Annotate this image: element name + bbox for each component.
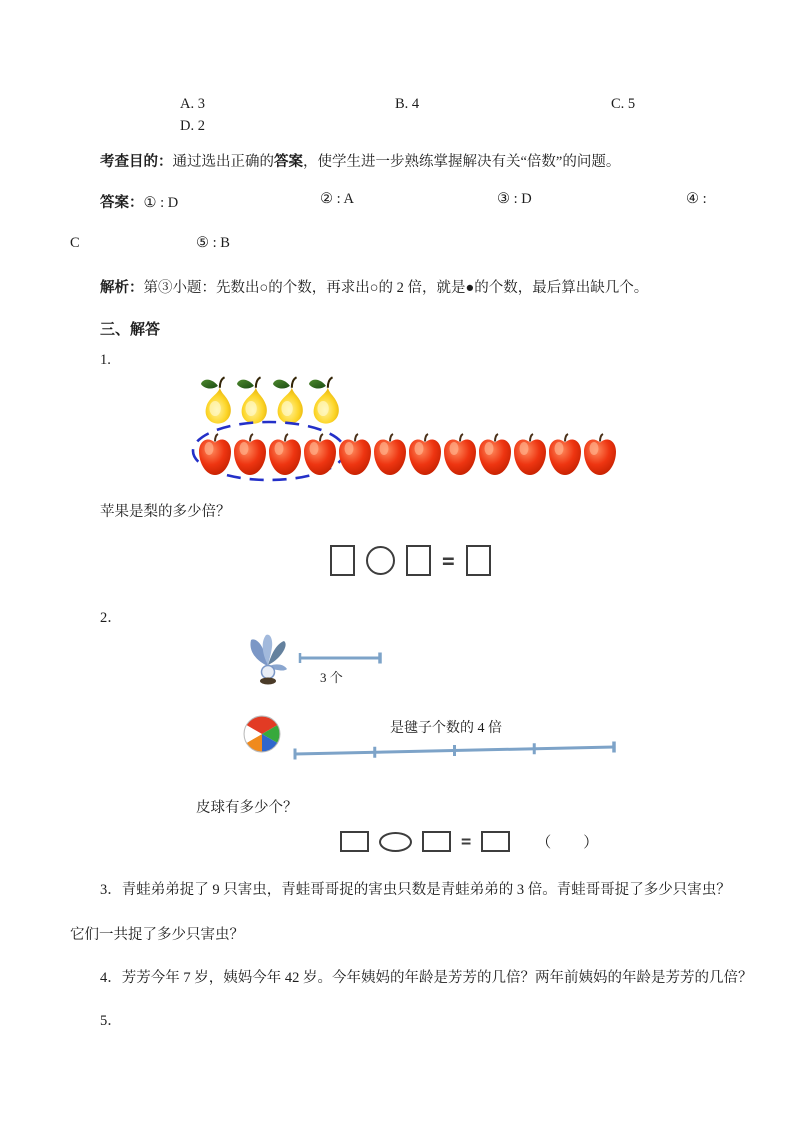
exam-purpose	[100, 150, 620, 171]
q1-equation-operator-circle	[366, 546, 395, 575]
analysis-line	[100, 276, 648, 297]
q1-equation-result-box	[466, 545, 491, 576]
q3-text-line2: 它们一共捉了多少只害虫？	[70, 927, 244, 943]
q2-equation-operator-ellipse	[379, 832, 412, 852]
q1-question: 苹果是梨的多少倍？	[100, 504, 231, 520]
apple-icon	[268, 432, 302, 477]
answers-label: 答案：	[100, 195, 144, 211]
q2-equation-box-1	[340, 831, 369, 852]
option-c: C. 5	[611, 96, 636, 112]
q1-equation-box-1	[330, 545, 355, 576]
purpose-text-1: 通过选出正确的	[172, 154, 274, 170]
q1-number: 1.	[100, 352, 111, 368]
answer-item-2: ② : A	[320, 191, 354, 207]
q2-equation	[340, 831, 598, 852]
q2-answer-paren-close: ）	[583, 835, 599, 851]
apple-icon	[233, 432, 267, 477]
q2-answer-paren-open: （	[536, 835, 552, 851]
q2-number: 2．	[100, 610, 122, 626]
option-a: A. 3	[180, 96, 205, 112]
answer-item-5: ⑤ : B	[196, 235, 230, 251]
ball-measure-line	[292, 740, 618, 760]
purpose-label: 考查目的：	[100, 154, 173, 170]
option-d: D. 2	[180, 118, 205, 134]
apple-icon	[198, 432, 232, 477]
purpose-bold-word: 答案	[274, 154, 303, 170]
q2-question: 皮球有多少个？	[196, 800, 298, 816]
analysis-text: 第③小题：先数出○的个数，再求出○的 2 倍，就是●的个数，最后算出缺几个。	[143, 280, 649, 296]
answer-item-1	[100, 191, 178, 212]
ball-icon	[243, 715, 281, 753]
apple-icon	[443, 432, 477, 477]
q2-equation-result-box	[481, 831, 510, 852]
answer-item-4: ④ :	[686, 191, 707, 207]
analysis-label: 解析：	[100, 280, 144, 296]
q5-number: 5．	[100, 1013, 122, 1029]
apple-icon	[478, 432, 512, 477]
answer-4-wrapped-value: C	[70, 235, 80, 251]
shuttlecock-icon	[246, 632, 292, 686]
apples-row	[198, 432, 617, 477]
q2-equals-sign: =	[461, 831, 472, 852]
answer-item-3: ③ : D	[497, 191, 532, 207]
apple-icon	[548, 432, 582, 477]
apple-icon	[583, 432, 617, 477]
purpose-text-2: ，使学生进一步熟练掌握解决有关“倍数”的问题。	[303, 154, 621, 170]
option-b: B. 4	[395, 96, 420, 112]
ball-line-label: 是毽子个数的 4 倍	[390, 721, 502, 736]
answer-1-value: ① : D	[143, 195, 179, 211]
q1-equation-box-2	[406, 545, 431, 576]
q3-text-line1: 3．青蛙弟弟捉了 9 只害虫，青蛙哥哥捉的害虫只数是青蛙弟弟的 3 倍。青蛙哥哥捉了多少只害虫？	[100, 882, 731, 898]
section-title: 三、解答	[100, 321, 161, 338]
shuttlecock-measure-line	[297, 650, 383, 666]
q1-equals-sign: =	[442, 548, 455, 573]
q1-equation	[330, 545, 491, 576]
shuttlecock-count-label: 3 个	[320, 670, 343, 685]
apple-icon	[338, 432, 372, 477]
q4-text: 4．芳芳今年 7 岁，姨妈今年 42 岁。今年姨妈的年龄是芳芳的几倍？两年前姨妈的年龄是芳芳的几倍？	[100, 970, 753, 986]
apple-icon	[303, 432, 337, 477]
apple-icon	[408, 432, 442, 477]
apple-icon	[513, 432, 547, 477]
apple-icon	[373, 432, 407, 477]
q2-equation-box-2	[422, 831, 451, 852]
